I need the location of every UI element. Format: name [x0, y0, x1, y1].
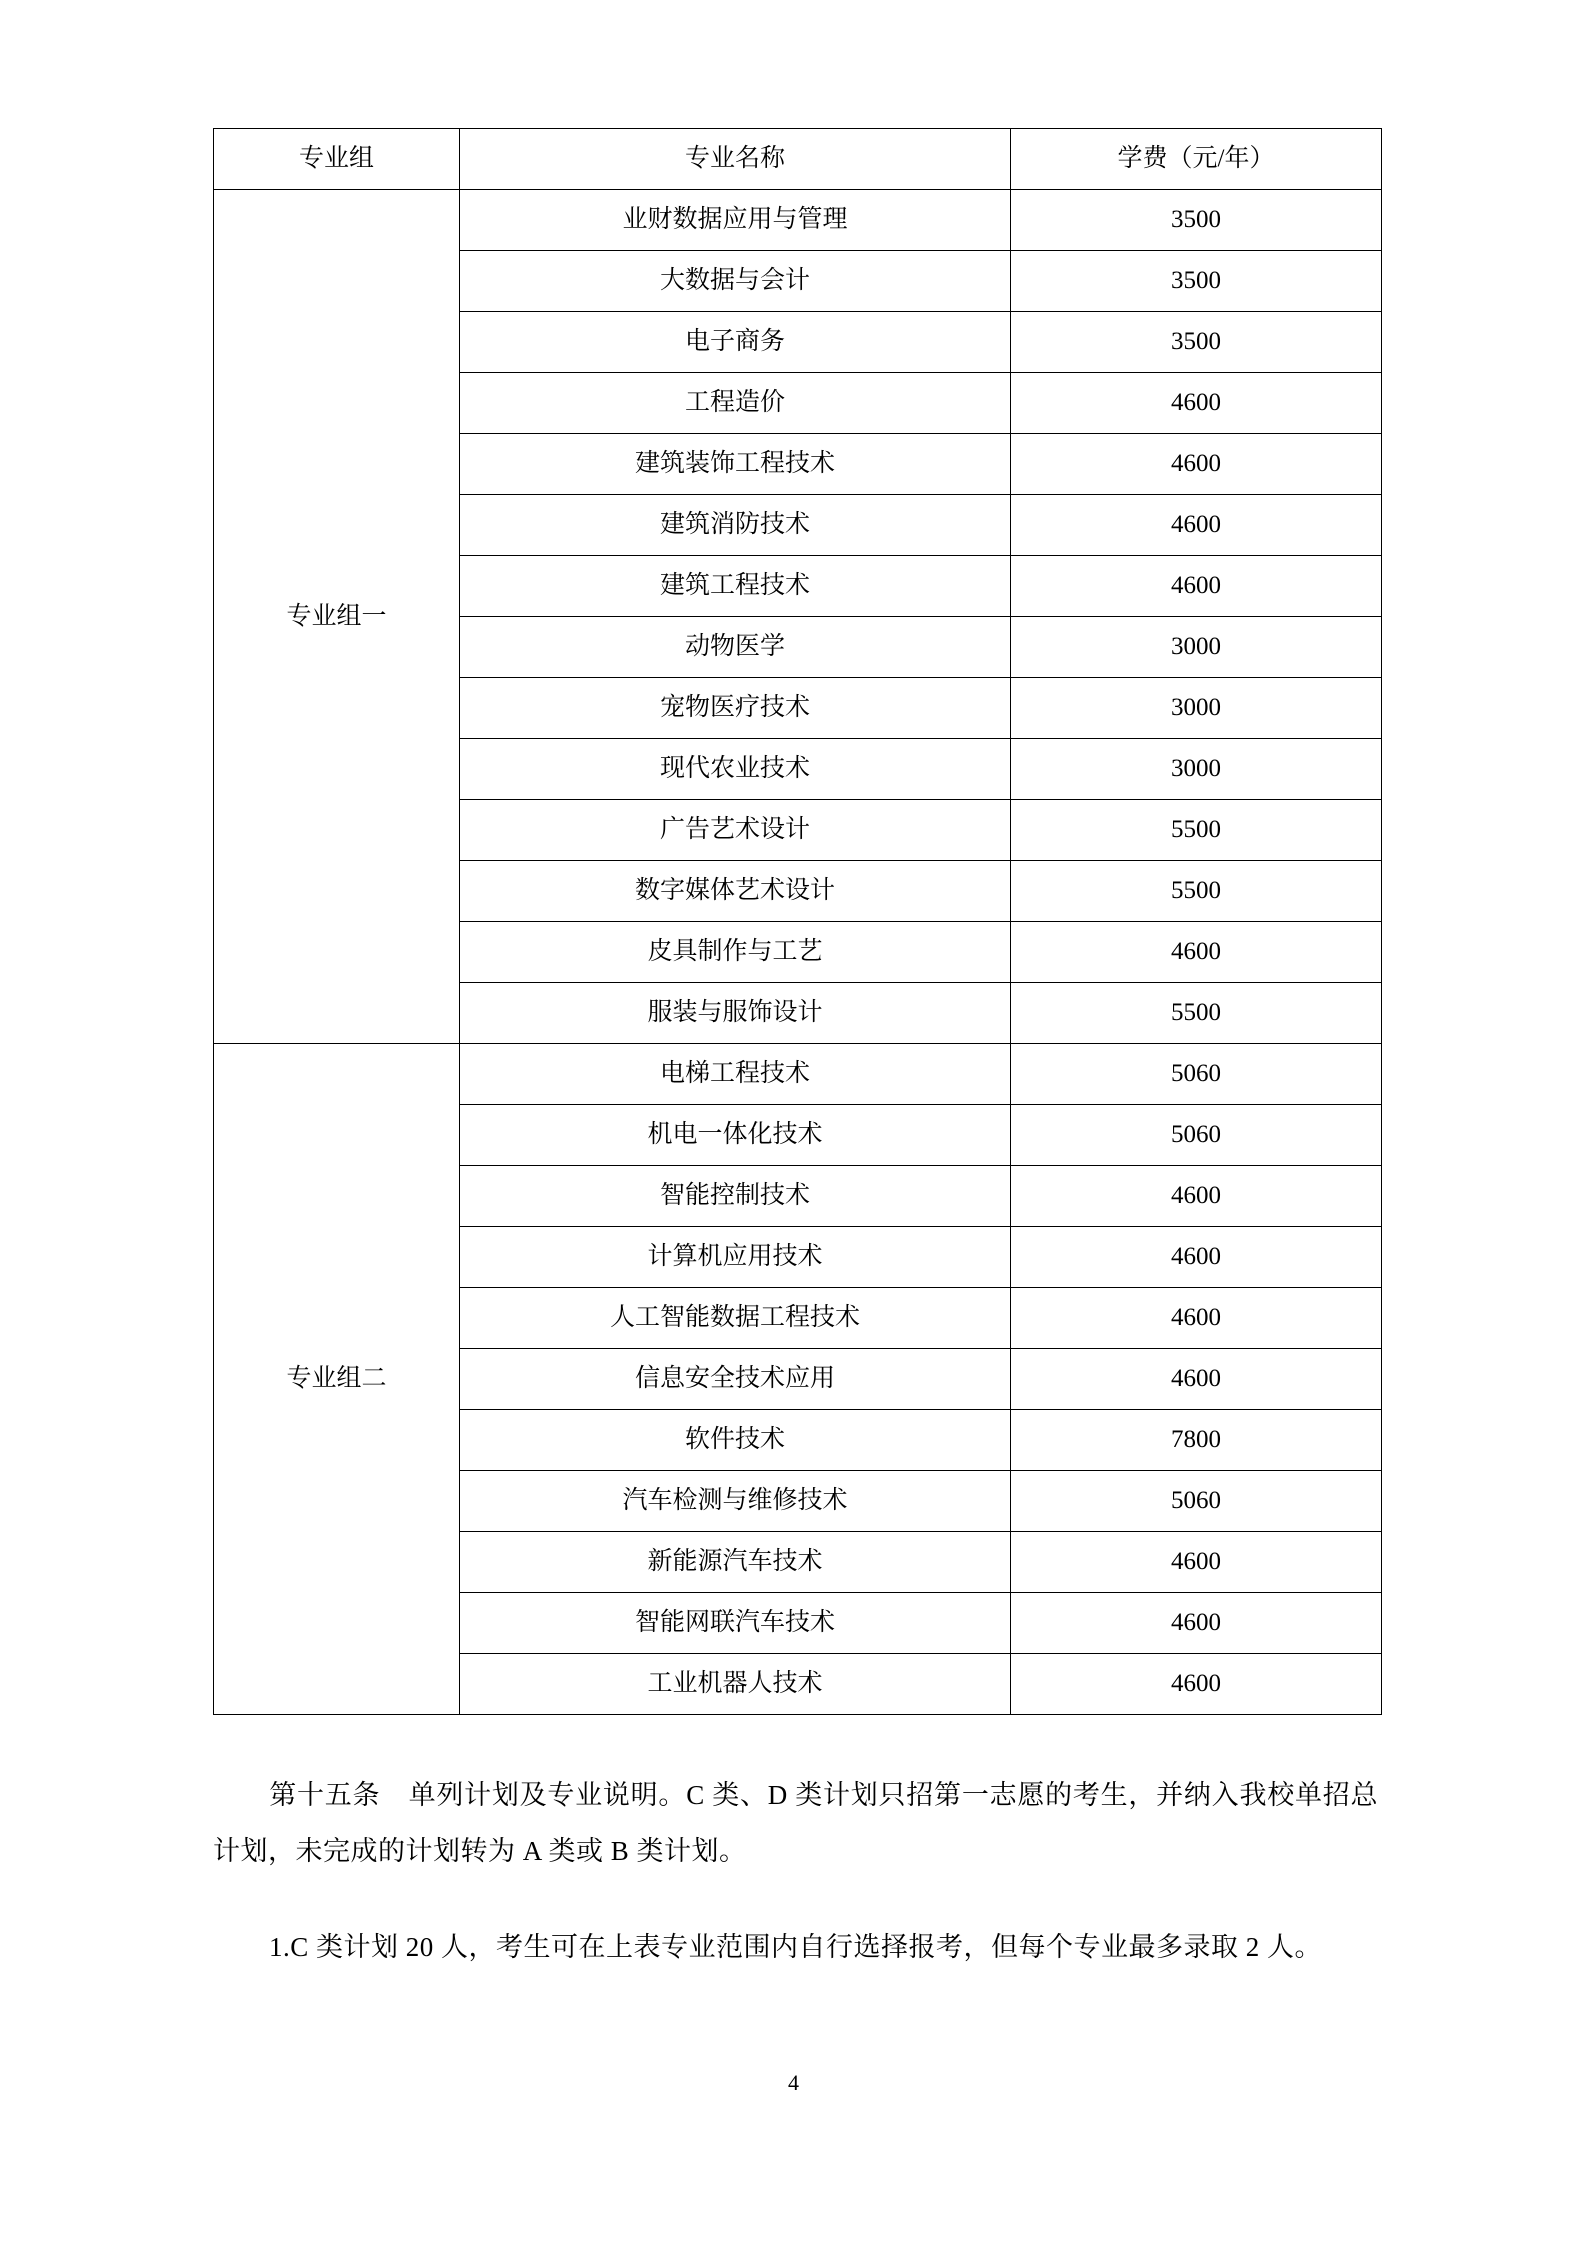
- major-name-cell: 汽车检测与维修技术: [460, 1471, 1011, 1532]
- major-name-cell: 建筑装饰工程技术: [460, 434, 1011, 495]
- tuition-cell: 3500: [1011, 190, 1382, 251]
- group-label-cell: 专业组一: [214, 190, 460, 1044]
- group-label-cell: 专业组二: [214, 1044, 460, 1715]
- major-name-cell: 电梯工程技术: [460, 1044, 1011, 1105]
- tuition-cell: 4600: [1011, 1593, 1382, 1654]
- major-name-cell: 电子商务: [460, 312, 1011, 373]
- paragraph-item-1: [213, 1919, 1378, 1975]
- tuition-cell: 4600: [1011, 1166, 1382, 1227]
- table-row: [214, 190, 1382, 251]
- major-name-cell: 广告艺术设计: [460, 800, 1011, 861]
- major-name-cell: 智能控制技术: [460, 1166, 1011, 1227]
- major-name-cell: 建筑消防技术: [460, 495, 1011, 556]
- tuition-cell: 4600: [1011, 922, 1382, 983]
- item-text: 1.C 类计划 20 人，考生可在上表专业范围内自行选择报考，但每个专业最多录取 2 人。: [269, 1932, 1323, 1962]
- table-header-row: [214, 129, 1382, 190]
- tuition-cell: 4600: [1011, 1288, 1382, 1349]
- article-title: 第十五条: [269, 1780, 381, 1810]
- tuition-cell: 4600: [1011, 495, 1382, 556]
- major-name-cell: 机电一体化技术: [460, 1105, 1011, 1166]
- tuition-cell: 5500: [1011, 983, 1382, 1044]
- major-name-cell: 工程造价: [460, 373, 1011, 434]
- major-name-cell: 人工智能数据工程技术: [460, 1288, 1011, 1349]
- major-name-cell: 业财数据应用与管理: [460, 190, 1011, 251]
- tuition-cell: 3500: [1011, 251, 1382, 312]
- tuition-cell: 5060: [1011, 1105, 1382, 1166]
- table-row: [214, 1044, 1382, 1105]
- major-name-cell: 软件技术: [460, 1410, 1011, 1471]
- major-name-cell: 新能源汽车技术: [460, 1532, 1011, 1593]
- tuition-cell: 4600: [1011, 1654, 1382, 1715]
- tuition-cell: 7800: [1011, 1410, 1382, 1471]
- paragraph-article-15: [213, 1767, 1378, 1879]
- major-name-cell: 数字媒体艺术设计: [460, 861, 1011, 922]
- tuition-cell: 5500: [1011, 861, 1382, 922]
- major-name-cell: 计算机应用技术: [460, 1227, 1011, 1288]
- column-header-major-name: 专业名称: [460, 129, 1011, 190]
- column-header-group: 专业组: [214, 129, 460, 190]
- major-name-cell: 动物医学: [460, 617, 1011, 678]
- tuition-cell: 4600: [1011, 373, 1382, 434]
- major-name-cell: 大数据与会计: [460, 251, 1011, 312]
- tuition-cell: 4600: [1011, 434, 1382, 495]
- major-fee-table: [213, 128, 1382, 1715]
- major-name-cell: 工业机器人技术: [460, 1654, 1011, 1715]
- tuition-cell: 3500: [1011, 312, 1382, 373]
- major-name-cell: 皮具制作与工艺: [460, 922, 1011, 983]
- tuition-cell: 5500: [1011, 800, 1382, 861]
- tuition-cell: 4600: [1011, 1349, 1382, 1410]
- major-name-cell: 服装与服饰设计: [460, 983, 1011, 1044]
- tuition-cell: 5060: [1011, 1044, 1382, 1105]
- article-text: 单列计划及专业说明。C 类、D 类计划只招第一志愿的考生，并纳入我校单招总计划，未完成的计划转为 A 类或 B 类计划。: [213, 1780, 1378, 1866]
- tuition-cell: 3000: [1011, 617, 1382, 678]
- tuition-cell: 4600: [1011, 1227, 1382, 1288]
- tuition-cell: 3000: [1011, 678, 1382, 739]
- document-body: [213, 128, 1378, 2002]
- tuition-cell: 4600: [1011, 1532, 1382, 1593]
- tuition-cell: 4600: [1011, 556, 1382, 617]
- major-name-cell: 智能网联汽车技术: [460, 1593, 1011, 1654]
- major-name-cell: 现代农业技术: [460, 739, 1011, 800]
- major-name-cell: 建筑工程技术: [460, 556, 1011, 617]
- tuition-cell: 3000: [1011, 739, 1382, 800]
- page-number: 4: [788, 2070, 799, 2095]
- major-name-cell: 宠物医疗技术: [460, 678, 1011, 739]
- column-header-tuition: 学费（元/年）: [1011, 129, 1382, 190]
- tuition-cell: 5060: [1011, 1471, 1382, 1532]
- major-name-cell: 信息安全技术应用: [460, 1349, 1011, 1410]
